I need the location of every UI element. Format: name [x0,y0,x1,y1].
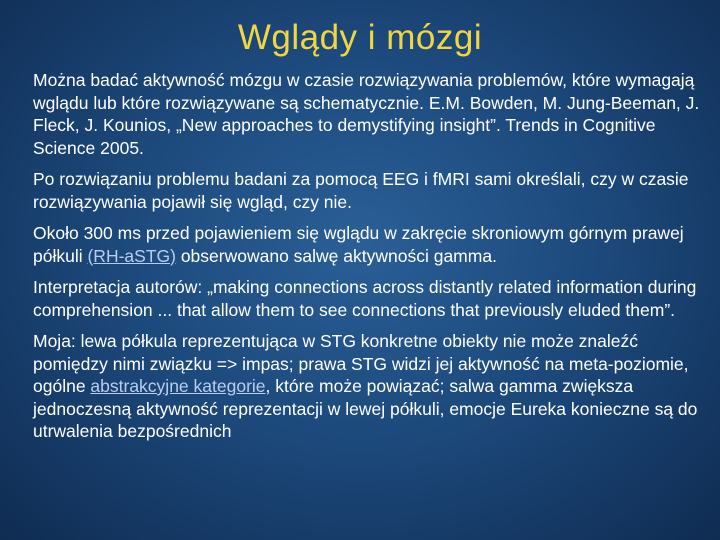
paragraph-gamma-finding-text-2: obserwowano salwę aktywności gamma. [175,245,497,266]
abstract-categories-link[interactable]: abstrakcyjne kategorie [90,376,266,396]
paragraph-own-view-text-1: Moja: lewa półkula reprezentująca w STG konkretne obiekty nie może znaleźć pomiędzy nimi związku => impas; prawa STG widzi jej aktywność na meta-poziomie, ogólne [33,331,689,396]
paragraph-gamma-finding [33,222,705,267]
paragraph-own-view-text-2: , które może powiązać; salwa gamma zwiększa jednoczesną aktywność reprezentacji w lewej półkuli, emocje Eureka konieczne są do utrwalenia bezpośrednich [33,376,698,441]
paragraph-own-view [33,330,705,443]
paragraph-study-reference: Można badać aktywność mózgu w czasie rozwiązywania problemów, które wymagają wglądu lub które rozwiązywane są schematycznie. E.M. Bowden, M. Jung-Beeman, J. Fleck, J. Kounios, „New approaches to demystifying insight”. Trends in Cognitive Science 2005. [33,70,700,158]
paragraph-interpretation: Interpretacja autorów: „making connections across distantly related information during comprehension ... that allow them to see connections that previously eluded them”. [33,277,697,320]
slide-title: Wglądy i mózgi [237,18,483,57]
slide-body [33,69,705,443]
paragraph-gamma-finding-text-1: Około 300 ms przed pojawieniem się wglądu w zakręcie skroniowym górnym prawej półkuli [33,223,684,266]
paragraph-method: Po rozwiązaniu problemu badani za pomocą EEG i fMRI sami określali, czy w czasie rozwiązywania pojawił się wgląd, czy nie. [33,169,689,212]
rh-astg-link[interactable]: (RH-aSTG) [87,245,176,266]
